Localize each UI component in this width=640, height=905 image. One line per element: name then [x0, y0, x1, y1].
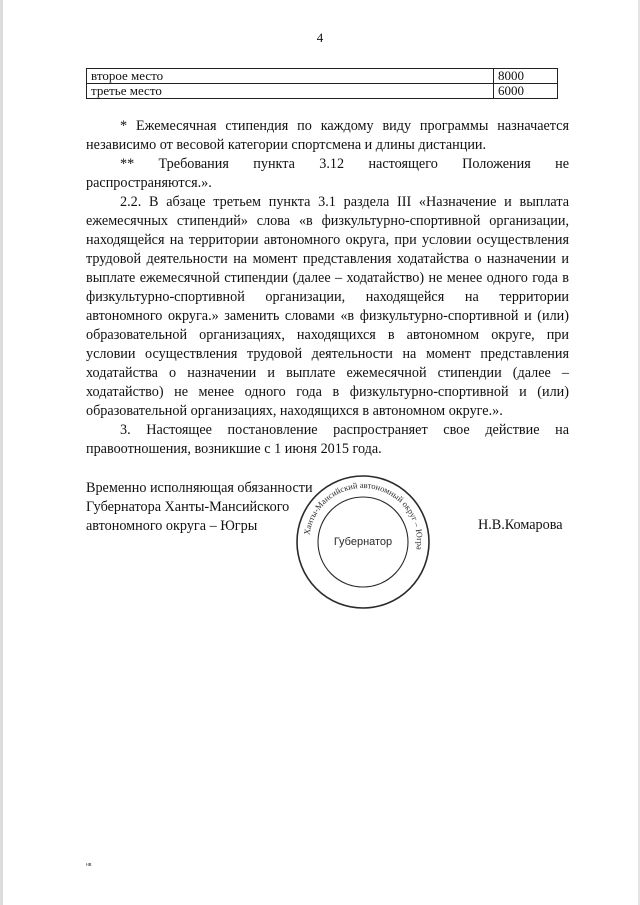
governor-seal	[293, 473, 433, 611]
signature-title-line: Временно исполняющая обязанности	[86, 480, 313, 496]
scan-edge-left	[0, 0, 3, 905]
table-cell-label: второе место	[87, 69, 494, 84]
seal-ring-text: Ханты-Мансийский автономный округ – Югра	[301, 479, 426, 551]
seal-center-text: Губернатор	[333, 536, 393, 548]
table-cell-amount: 8000	[494, 69, 558, 84]
signatory-name: Н.В.Комарова	[478, 517, 563, 533]
signature-title-line: Губернатора Ханты-Мансийского	[86, 499, 290, 515]
table-row	[87, 84, 558, 99]
table-row	[87, 69, 558, 84]
footnote-double-asterisk: ** Требования пункта 3.12 настоящего Положения не распространяются.».	[86, 156, 569, 191]
footer-mark: нв	[86, 862, 92, 868]
paragraph-3: 3. Настоящее постановление распространяет свое действие на правоотношения, возникшие с 1 июня 2015 года.	[86, 422, 569, 457]
table-cell-label: третье место	[87, 84, 494, 99]
document-body	[86, 117, 569, 459]
stipend-table	[86, 68, 558, 99]
page-number: 4	[316, 30, 324, 45]
paragraph-2-2: 2.2. В абзаце третьем пункта 3.1 раздела III «Назначение и выплата ежемесячных стипендий» слова «в физкультурно-спортивной организации, находящейся на территории автономного округа, при условии осуществления трудовой деятельности на момент представления ходатайства о назначении и выплате ежемесячной стипендии (далее – ходатайство) не менее одного года в физкультурно-спортивной организации, находящейся на территории автономного округа.» заменить словами «в физкультурно-спортивной и (или) образовательной организациях, находящихся в автономном округе, при условии осуществления трудовой деятельности на момент представления ходатайства о назначении и выплате ежемесячной стипендии (далее – ходатайство) не менее одного года в физкультурно-спортивной и (или) образовательной организациях, находящихся в автономном округе.».	[86, 194, 569, 419]
footnote-single-asterisk: * Ежемесячная стипендия по каждому виду программы назначается независимо от весовой категории спортсмена и длины дистанции.	[86, 118, 569, 153]
signature-title-line: автономного округа – Югры	[86, 518, 258, 534]
signature-block	[86, 479, 313, 536]
table-cell-amount: 6000	[494, 84, 558, 99]
